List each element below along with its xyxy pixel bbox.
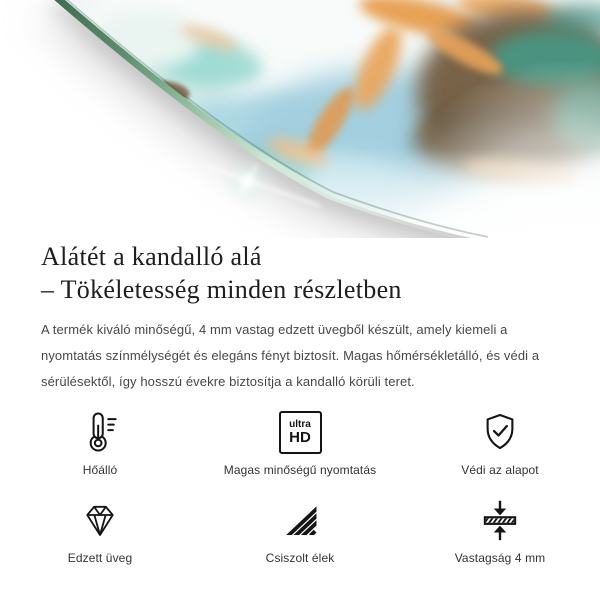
feature-print-quality bbox=[200, 409, 400, 477]
feature-protects-base bbox=[400, 409, 600, 477]
ultra-hd-text-top: ultra bbox=[289, 419, 311, 430]
product-image bbox=[0, 0, 600, 238]
feature-heat-resistant bbox=[0, 409, 200, 477]
page-title bbox=[41, 240, 559, 306]
feature-polished-edges bbox=[200, 497, 400, 565]
features-grid bbox=[0, 409, 600, 565]
feature-label: Csiszolt élek bbox=[265, 551, 335, 565]
feature-label: Hőálló bbox=[82, 463, 118, 477]
ultra-hd-text-bottom: HD bbox=[289, 429, 311, 446]
feature-tempered-glass bbox=[0, 497, 200, 565]
feature-label: Magas minőségű nyomtatás bbox=[223, 463, 377, 477]
product-description: A termék kiváló minőségű, 4 mm vastag edzett üvegből készült, amely kiemeli a nyomtatás színmélységét és elegáns fényt biztosít. Magas hőmérsékletálló, és védi a sérülésektől, így hosszú évekre biztosítja a kandalló körüli teret. bbox=[41, 322, 540, 389]
feature-label: Védi az alapot bbox=[461, 463, 539, 477]
product-text-block bbox=[0, 240, 600, 565]
title-line-2: – Tökéletesség minden részletben bbox=[41, 275, 402, 304]
thermometer-icon bbox=[78, 409, 122, 455]
polished-edge-icon bbox=[278, 497, 322, 543]
title-line-1: Alátét a kandalló alá bbox=[41, 242, 262, 271]
ultra-hd-icon bbox=[279, 409, 322, 455]
shield-check-icon bbox=[478, 409, 522, 455]
feature-thickness bbox=[400, 497, 600, 565]
thickness-icon bbox=[478, 497, 522, 543]
feature-label: Edzett üveg bbox=[67, 551, 133, 565]
feature-label: Vastagság 4 mm bbox=[454, 551, 546, 565]
diamond-icon bbox=[78, 497, 122, 543]
product-photo-svg bbox=[0, 0, 600, 238]
